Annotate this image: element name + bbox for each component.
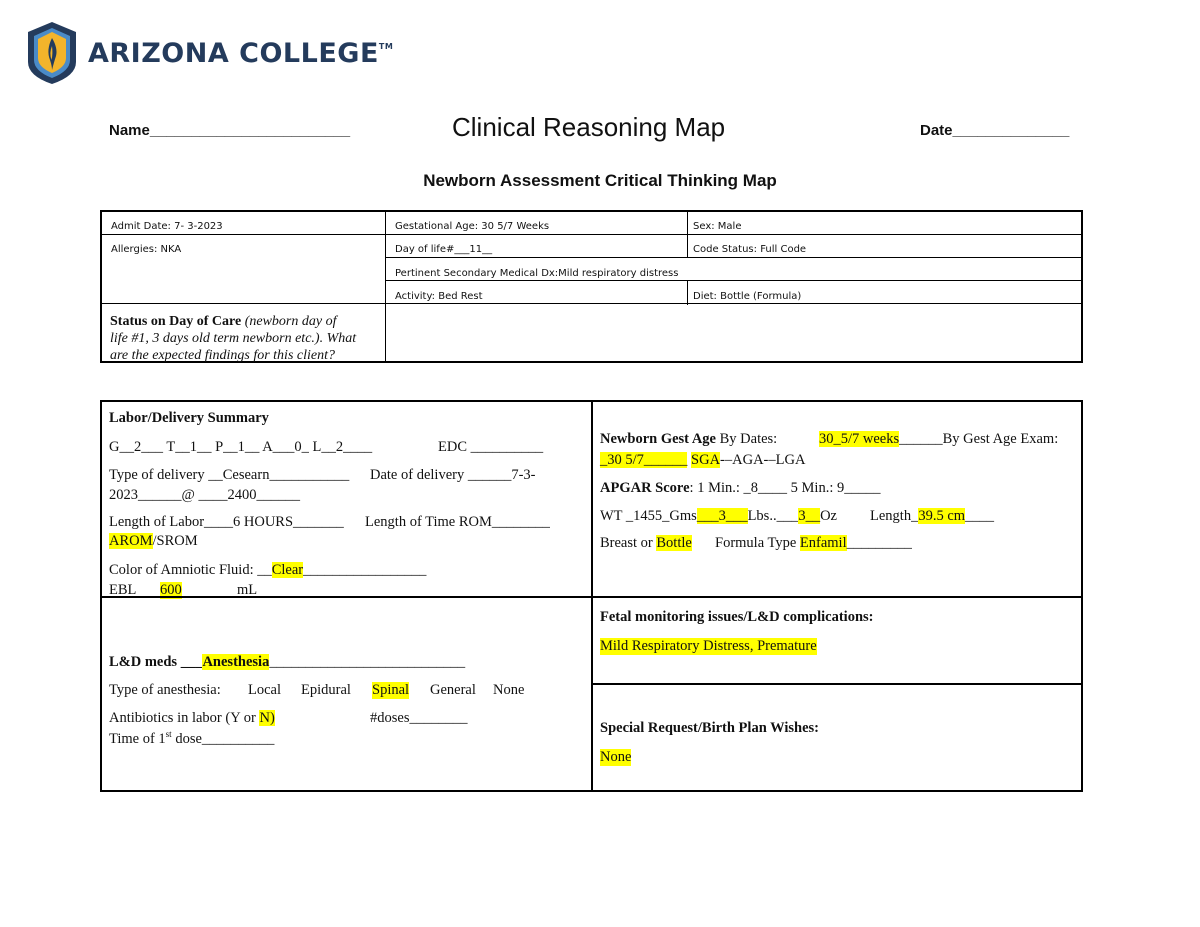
allergies: Allergies: NKA [111, 244, 182, 255]
gest-exam-value: _30 5/7______ SGA-–AGA-–LGA [600, 452, 806, 468]
day-of-life: Day of life#___11__ [395, 244, 493, 255]
admit-date: Admit Date: 7- 3-2023 [111, 221, 223, 232]
length: Length_39.5 cm____ [870, 508, 995, 524]
fluid-highlight: Clear [271, 562, 304, 578]
labor-heading: Labor/Delivery Summary [109, 410, 269, 426]
anesthesia-option-spinal: Spinal [372, 682, 410, 698]
status-hint-line1: (newborn day of [244, 314, 337, 329]
anesthesia-option-general: General [430, 682, 476, 698]
anesthesia-option-epidural: Epidural [301, 682, 351, 698]
date-line: Date______________ [920, 122, 1070, 139]
gestational-age: Gestational Age: 30 5/7 Weeks [395, 221, 550, 232]
ld-meds-line: L&D meds ___Anesthesia___________________________ [109, 654, 466, 670]
fetal-value: Mild Respiratory Distress, Premature [600, 638, 817, 654]
anesthesia-type-label: Type of anesthesia: [109, 682, 221, 698]
labor-length: Length of Labor____6 HOURS_______ [109, 514, 344, 530]
table-divider [102, 303, 1081, 304]
ebl-label: EBL [109, 582, 137, 598]
table-divider [687, 234, 688, 258]
anesthesia-option-none: None [493, 682, 525, 698]
table-divider [687, 258, 688, 282]
status-hint-line2: life #1, 3 days old term newborn etc.). What [110, 331, 357, 346]
arom-highlight: AROM [109, 533, 153, 549]
apgar-score: APGAR Score: 1 Min.: _8____ 5 Min.: 9_____ [600, 480, 881, 496]
antibiotics: Antibiotics in labor (Y or N) [109, 710, 275, 726]
first-dose: Time of 1st dose__________ [109, 729, 275, 747]
page-subtitle: Newborn Assessment Critical Thinking Map [423, 171, 777, 190]
college-logo [26, 20, 394, 90]
table-divider [385, 280, 1081, 281]
fetal-heading: Fetal monitoring issues/L&D complications: [600, 609, 874, 625]
college-shield-icon [26, 20, 78, 86]
sga-highlight: SGA [691, 452, 721, 468]
meds-highlight: Anesthesia [202, 654, 270, 670]
delivery-type: Type of delivery __Cesearn___________ [109, 467, 350, 483]
formula-type: Formula Type Enfamil_________ [715, 535, 912, 551]
table-divider [385, 257, 1081, 258]
newborn-gest-age: Newborn Gest Age By Dates: [600, 431, 778, 447]
special-value: None [600, 749, 632, 765]
edc: EDC __________ [438, 439, 544, 455]
diet: Diet: Bottle (Formula) [693, 291, 802, 302]
amniotic-fluid: Color of Amniotic Fluid: __Clear_________________ [109, 562, 427, 578]
special-request [591, 683, 1083, 792]
status-label: Status on Day of Care [110, 314, 242, 329]
gest-dates-value: 30_5/7 weeks______By Gest Age Exam: [819, 431, 1059, 447]
table-divider [687, 212, 688, 236]
ebl-value: 600 [160, 582, 182, 598]
labor-delivery-summary [100, 400, 593, 598]
college-name: ARIZONA COLLEGE™ [88, 38, 394, 69]
rom-type: AROM/SROM [109, 533, 198, 549]
delivery-date: Date of delivery ______7-3- [370, 467, 536, 483]
secondary-dx: Pertinent Secondary Medical Dx:Mild respiratory distress [395, 268, 679, 279]
status-hint-line3: are the expected findings for this client? [110, 348, 335, 363]
sex: Sex: Male [693, 221, 742, 232]
feeding: Breast or Bottle [600, 535, 692, 551]
code-status: Code Status: Full Code [693, 244, 807, 255]
gtpal: G__2___ T__1__ P__1__ A___0_ L__2____ [109, 439, 373, 455]
delivery-date-cont: 2023______@ ____2400______ [109, 487, 300, 503]
trademark: TM [378, 42, 394, 51]
activity: Activity: Bed Rest [395, 291, 483, 302]
anesthesia-option-local: Local [248, 682, 282, 698]
table-divider [687, 281, 688, 305]
fetal-monitoring [591, 596, 1083, 685]
weight: WT _1455_Gms___3___Lbs..___3__Oz [600, 508, 837, 524]
ebl-unit: mL [237, 582, 258, 598]
special-heading: Special Request/Birth Plan Wishes: [600, 720, 820, 736]
patient-info-table [100, 210, 1083, 363]
doses: #doses________ [370, 710, 468, 726]
ld-meds [100, 596, 593, 792]
page-title: Clinical Reasoning Map [452, 112, 726, 142]
table-divider [102, 234, 1081, 235]
rom-length: Length of Time ROM________ [365, 514, 550, 530]
newborn-summary [591, 400, 1083, 598]
name-line: Name________________________ [109, 122, 351, 139]
status-on-day-of-care [110, 313, 380, 364]
